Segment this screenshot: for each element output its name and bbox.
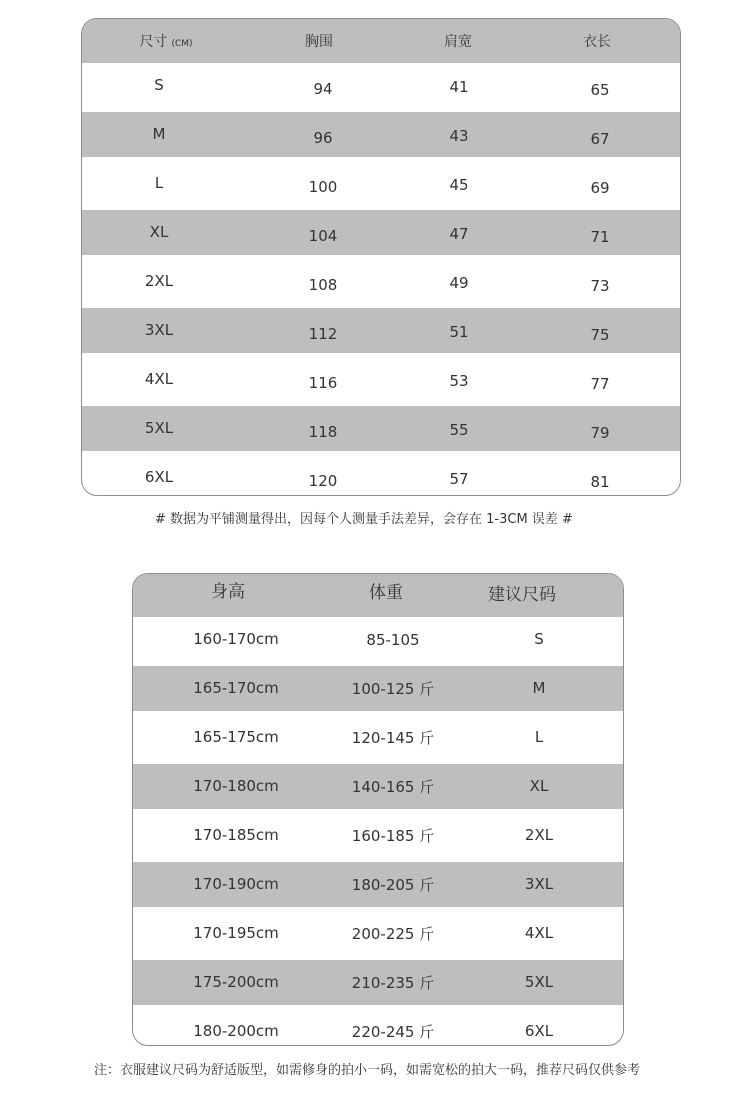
table-row	[133, 960, 623, 1005]
size-cell: M	[152, 125, 166, 143]
table-row	[82, 210, 680, 255]
recommended-size-cell: 2XL	[524, 826, 554, 844]
table-row	[82, 259, 680, 304]
table-row	[82, 63, 680, 108]
shoulder-cell: 49	[449, 274, 469, 292]
table-row	[82, 406, 680, 451]
length-cell: 81	[590, 473, 610, 491]
size-recommendation-table	[132, 573, 624, 1046]
table-row	[133, 617, 623, 662]
height-cell: 170-190cm	[193, 875, 279, 893]
chest-cell: 108	[308, 276, 338, 294]
chest-cell: 94	[313, 80, 333, 98]
shoulder-cell: 41	[449, 78, 469, 96]
size-cell: 3XL	[144, 321, 174, 339]
recommended-size-cell: L	[534, 728, 544, 746]
chest-cell: 104	[308, 227, 338, 245]
table-row	[133, 862, 623, 907]
measurement-note: # 数据为平铺测量得出，因每个人测量手法差异，会存在 1-3CM 误差 #	[155, 512, 573, 527]
recommended-size-cell: 4XL	[524, 924, 554, 942]
height-cell: 175-200cm	[193, 973, 279, 991]
table-row	[82, 455, 680, 496]
shoulder-cell: 47	[449, 225, 469, 243]
shoulder-cell: 45	[449, 176, 469, 194]
height-cell: 165-170cm	[193, 679, 279, 697]
chest-cell: 100	[308, 178, 338, 196]
recommended-size-header: 建议尺码	[488, 585, 556, 605]
length-cell: 75	[590, 326, 610, 344]
height-cell: 170-185cm	[193, 826, 279, 844]
weight-cell: 210-235 斤	[351, 974, 435, 992]
table-row	[133, 911, 623, 956]
shoulder-cell: 53	[449, 372, 469, 390]
length-cell: 71	[590, 228, 610, 246]
length-cell: 67	[590, 130, 610, 148]
table-row	[82, 161, 680, 206]
table-row	[82, 112, 680, 157]
weight-cell: 85-105	[366, 631, 420, 649]
length-header: 衣长	[583, 34, 611, 50]
chest-header: 胸围	[305, 34, 333, 50]
chest-cell: 96	[313, 129, 333, 147]
table-row	[133, 715, 623, 760]
weight-cell: 120-145 斤	[351, 729, 435, 747]
height-cell: 180-200cm	[193, 1022, 279, 1040]
shoulder-cell: 43	[449, 127, 469, 145]
table-row	[82, 308, 680, 353]
height-cell: 160-170cm	[193, 630, 279, 648]
table-row	[133, 813, 623, 858]
recommended-size-cell: 3XL	[524, 875, 554, 893]
height-cell: 165-175cm	[193, 728, 279, 746]
length-cell: 73	[590, 277, 610, 295]
chest-cell: 120	[308, 472, 338, 490]
table-row	[133, 764, 623, 809]
height-cell: 170-195cm	[193, 924, 279, 942]
size-cell: 5XL	[144, 419, 174, 437]
size-cell: L	[154, 174, 164, 192]
table-row	[133, 666, 623, 711]
recommended-size-cell: 6XL	[524, 1022, 554, 1040]
recommended-size-cell: M	[532, 679, 546, 697]
size-cell: 2XL	[144, 272, 174, 290]
recommendation-note: 注：衣服建议尺码为舒适版型，如需修身的拍小一码，如需宽松的拍大一码，推荐尺码仅供参考	[94, 1063, 641, 1078]
height-header: 身高	[211, 582, 245, 602]
length-cell: 77	[590, 375, 610, 393]
measurement-header-row	[82, 19, 680, 63]
recommendation-header-row	[133, 574, 623, 617]
recommended-size-cell: S	[534, 630, 544, 648]
size-cell: 4XL	[144, 370, 174, 388]
weight-cell: 200-225 斤	[351, 925, 435, 943]
shoulder-cell: 55	[449, 421, 469, 439]
chest-cell: 118	[308, 423, 338, 441]
weight-cell: 160-185 斤	[351, 827, 435, 845]
height-cell: 170-180cm	[193, 777, 279, 795]
length-cell: 79	[590, 424, 610, 442]
weight-cell: 180-205 斤	[351, 876, 435, 894]
size-unit-label: (CM)	[171, 39, 193, 49]
measurement-table	[81, 18, 681, 496]
shoulder-cell: 57	[449, 470, 469, 488]
length-cell: 65	[590, 81, 610, 99]
size-cell: XL	[149, 223, 169, 241]
chest-cell: 116	[308, 374, 338, 392]
size-cell: 6XL	[144, 468, 174, 486]
chest-cell: 112	[308, 325, 338, 343]
size-cell: S	[154, 76, 164, 94]
weight-cell: 220-245 斤	[351, 1023, 435, 1041]
weight-header: 体重	[369, 583, 403, 603]
shoulder-cell: 51	[449, 323, 469, 341]
weight-cell: 100-125 斤	[351, 680, 435, 698]
shoulder-header: 肩宽	[444, 34, 472, 50]
length-cell: 69	[590, 179, 610, 197]
recommended-size-cell: 5XL	[524, 973, 554, 991]
table-row	[133, 1009, 623, 1046]
weight-cell: 140-165 斤	[351, 778, 435, 796]
size-header: 尺寸 (CM)	[139, 34, 193, 50]
table-row	[82, 357, 680, 402]
recommended-size-cell: XL	[529, 777, 549, 795]
